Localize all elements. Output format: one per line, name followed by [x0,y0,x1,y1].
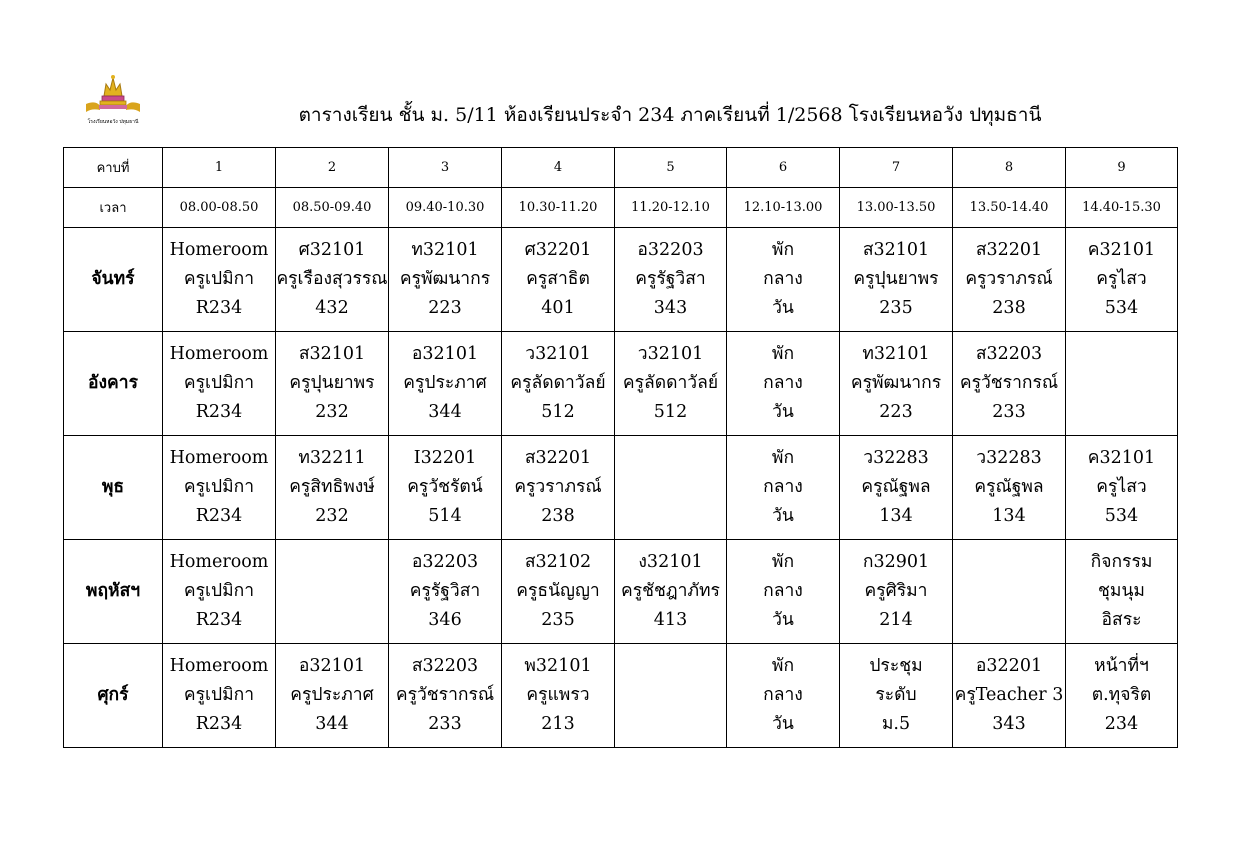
period-time: 13.00-13.50 [840,188,953,228]
class-cell [502,436,615,540]
class-room: R234 [195,714,243,734]
class-cell [276,436,389,540]
class-room: R234 [195,610,243,630]
class-teacher: ครูแพรว [526,685,590,705]
class-room: 235 [879,298,913,318]
period-number: 3 [389,148,502,188]
class-cell [840,644,953,748]
class-teacher: ครูวัชรัตน์ [407,477,483,497]
class-cell [276,332,389,436]
class-room: 232 [315,506,349,526]
class-teacher: ครูสาธิต [526,269,590,289]
class-subject: ศ32201 [524,240,592,260]
class-cell [163,332,276,436]
class-room: 512 [541,402,575,422]
class-teacher: ครูTeacher 3 [954,685,1064,705]
class-room: 344 [315,714,349,734]
class-teacher: ชุมนุม [1098,581,1145,601]
class-cell [840,332,953,436]
period-header-row [64,148,1178,188]
class-teacher: ครูวัชรากรณ์ [395,685,495,705]
day-name: อังคาร [64,332,163,436]
class-teacher: กลาง [763,685,803,705]
class-subject: ก32901 [862,552,930,572]
class-subject: พัก [771,344,795,364]
class-cell [615,644,727,748]
school-emblem-icon [82,70,144,126]
class-teacher: ครูเปมิกา [183,373,255,393]
class-cell [389,436,502,540]
class-cell [840,228,953,332]
period-time: 14.40-15.30 [1066,188,1178,228]
class-cell [727,436,840,540]
class-teacher: ครูไสว [1096,477,1147,497]
class-cell [1066,436,1178,540]
class-room: R234 [195,298,243,318]
class-room: R234 [195,402,243,422]
class-cell [1066,228,1178,332]
class-room: 512 [653,402,688,422]
class-subject: ว32101 [637,344,704,364]
class-room: 238 [992,298,1026,318]
class-room: 343 [653,298,688,318]
class-teacher: ครูณัฐพล [861,477,931,497]
class-cell [953,332,1066,436]
class-teacher: ครูชัชฎาภัทร [621,581,720,601]
class-cell [163,644,276,748]
class-cell [953,436,1066,540]
class-room: 213 [541,714,575,734]
time-header-row [64,188,1178,228]
class-teacher: ครูเปมิกา [183,581,255,601]
class-cell [502,540,615,644]
class-cell [1066,332,1178,436]
class-cell [389,540,502,644]
class-teacher: ครูรัฐวิสา [409,581,481,601]
class-teacher: ครูณัฐพล [974,477,1044,497]
class-cell [727,644,840,748]
class-room: 233 [992,402,1026,422]
class-room: วัน [772,298,794,318]
class-room: 534 [1104,506,1139,526]
class-subject: หน้าที่ฯ [1094,656,1149,676]
class-subject: Homeroom [169,656,269,676]
class-subject: ส32203 [975,344,1043,364]
period-number: 1 [163,148,276,188]
time-label: เวลา [64,188,163,228]
class-subject: ว32101 [525,344,591,364]
class-teacher: ครูเปมิกา [183,685,255,705]
class-room: 401 [541,298,575,318]
class-teacher: ครูพัฒนากร [850,373,942,393]
class-subject: ว32283 [976,448,1042,468]
class-teacher: ครูรัฐวิสา [635,269,706,289]
class-teacher: ครูพัฒนากร [399,269,491,289]
class-subject: ท32101 [862,344,930,364]
class-teacher: ครูเปมิกา [183,269,255,289]
class-room: 238 [541,506,575,526]
period-number: 7 [840,148,953,188]
class-room: 344 [428,402,462,422]
class-room: 134 [992,506,1026,526]
class-cell [953,644,1066,748]
class-teacher: ครูประภาศ [290,685,374,705]
class-room: 234 [1104,714,1139,734]
class-subject: ศ32101 [298,240,366,260]
class-room: 235 [541,610,575,630]
class-teacher: ครูวัชรากรณ์ [959,373,1059,393]
class-cell [276,228,389,332]
day-name: พุธ [64,436,163,540]
class-cell [615,332,727,436]
school-logo-caption: โรงเรียนหอวัง ปทุมธานี [87,119,139,125]
class-cell [389,332,502,436]
period-time: 12.10-13.00 [727,188,840,228]
class-room: 534 [1104,298,1139,318]
class-room: วัน [772,506,794,526]
class-cell [389,644,502,748]
timetable [63,147,1178,748]
class-room: 346 [428,610,462,630]
class-room: 232 [315,402,349,422]
class-room: 432 [315,298,349,318]
period-time: 08.50-09.40 [276,188,389,228]
class-teacher: กลาง [763,477,803,497]
class-cell [163,540,276,644]
class-room: 514 [428,506,462,526]
period-number: 2 [276,148,389,188]
class-cell [840,540,953,644]
class-room: 233 [428,714,462,734]
class-cell [953,540,1066,644]
class-subject: พัก [771,240,795,260]
day-name: จันทร์ [64,228,163,332]
class-teacher: ครูธนัญญา [516,581,600,601]
class-room: อิสระ [1101,610,1142,630]
class-subject: พัก [771,448,795,468]
class-room: 134 [879,506,913,526]
class-room: 343 [992,714,1026,734]
class-cell [615,436,727,540]
class-cell [727,540,840,644]
class-teacher: ครูลัดดาวัลย์ [622,373,719,393]
class-subject: ส32101 [862,240,930,260]
period-time: 09.40-10.30 [389,188,502,228]
class-subject: ง32101 [638,552,703,572]
class-cell [502,644,615,748]
class-cell [276,540,389,644]
class-cell [1066,540,1178,644]
class-room: R234 [195,506,243,526]
class-teacher: ครูวราภรณ์ [514,477,602,497]
class-subject: อ32203 [411,552,479,572]
class-subject: Homeroom [169,552,269,572]
period-number: 8 [953,148,1066,188]
day-row [64,436,1178,540]
class-subject: พัก [771,656,795,676]
class-cell [502,332,615,436]
period-number: 5 [615,148,727,188]
class-subject: ส32102 [524,552,592,572]
class-teacher: ครูลัดดาวัลย์ [510,373,606,393]
class-teacher: ครูเปมิกา [183,477,255,497]
class-cell [1066,644,1178,748]
class-cell [727,228,840,332]
day-name: ศุกร์ [64,644,163,748]
class-subject: ส32201 [975,240,1043,260]
period-number: 4 [502,148,615,188]
class-teacher: กลาง [763,269,803,289]
period-time: 08.00-08.50 [163,188,276,228]
class-room: วัน [772,402,794,422]
class-room: วัน [772,610,794,630]
class-subject: Homeroom [169,344,269,364]
class-teacher: กลาง [763,581,803,601]
class-subject: ท32211 [298,448,366,468]
period-number: 6 [727,148,840,188]
class-teacher: ครูไสว [1096,269,1147,289]
class-teacher: ครูวราภรณ์ [965,269,1053,289]
class-room: 223 [879,402,913,422]
class-subject: ส32201 [524,448,592,468]
class-room: วัน [772,714,794,734]
class-room: 214 [879,610,913,630]
class-teacher: ครูปุนยาพร [289,373,375,393]
class-subject: ค32101 [1087,240,1156,260]
class-subject: กิจกรรม [1090,552,1153,572]
day-row [64,644,1178,748]
day-row [64,332,1178,436]
period-time: 11.20-12.10 [615,188,727,228]
class-teacher: ระดับ [875,685,917,705]
class-teacher: ครูสิทธิพงษ์ [289,477,375,497]
class-cell [276,644,389,748]
class-subject: Homeroom [169,240,269,260]
class-subject: ประชุม [869,656,923,676]
page-title: ตารางเรียน ชั้น ม. 5/11 ห้องเรียนประจำ 234 ภาคเรียนที่ 1/2568 โรงเรียนหอวัง ปทุมธานี [298,104,1042,126]
class-cell [502,228,615,332]
class-subject: ส32203 [411,656,479,676]
class-room: 413 [653,610,688,630]
class-cell [163,436,276,540]
class-teacher: ครูประภาศ [403,373,487,393]
class-subject: ว32283 [863,448,929,468]
class-subject: อ32201 [975,656,1043,676]
class-cell [615,228,727,332]
class-cell [615,540,727,644]
class-subject: ท32101 [411,240,479,260]
class-room: ม.5 [881,714,911,734]
class-teacher: กลาง [763,373,803,393]
period-time: 10.30-11.20 [502,188,615,228]
day-row [64,228,1178,332]
class-subject: อ32203 [637,240,704,260]
class-cell [163,228,276,332]
class-teacher: ครูปุนยาพร [853,269,939,289]
period-number: 9 [1066,148,1178,188]
day-name: พฤหัสฯ [64,540,163,644]
period-label: คาบที่ [64,148,163,188]
class-subject: ค32101 [1087,448,1156,468]
class-cell [953,228,1066,332]
class-cell [389,228,502,332]
class-subject: อ32101 [298,656,366,676]
class-subject: I32201 [413,448,477,468]
class-teacher: ครูศิริมา [864,581,928,601]
class-subject: Homeroom [169,448,269,468]
class-subject: อ32101 [411,344,479,364]
class-subject: พ32101 [524,656,592,676]
class-subject: พัก [771,552,795,572]
class-cell [840,436,953,540]
period-time: 13.50-14.40 [953,188,1066,228]
class-teacher: ต.ทุจริต [1091,685,1152,705]
class-cell [727,332,840,436]
day-row [64,540,1178,644]
class-teacher: ครูเรืองสุวรรณ [276,269,388,289]
class-room: 223 [428,298,462,318]
class-subject: ส32101 [298,344,366,364]
